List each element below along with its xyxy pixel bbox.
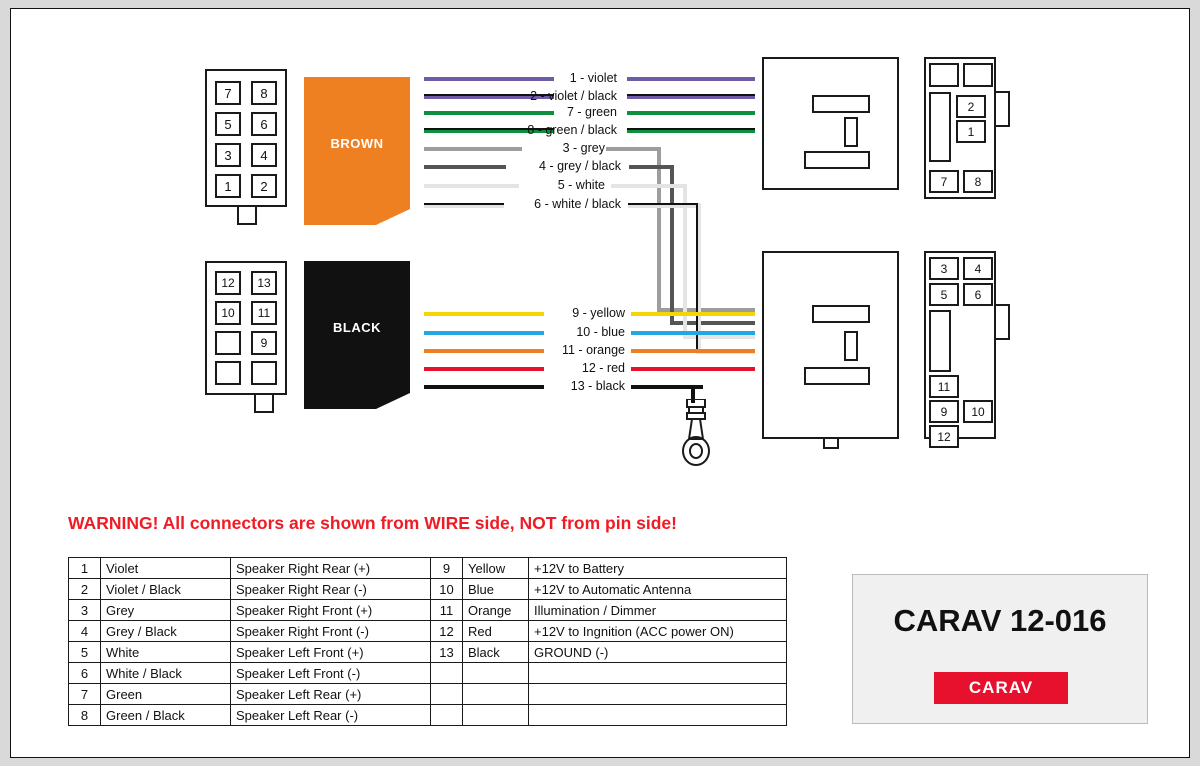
- legend-right-num-4: 12: [431, 621, 463, 642]
- radio-top-strip-slot-a: [929, 63, 959, 87]
- legend-left-num-6: 6: [69, 663, 101, 684]
- wire-12-red-right: [631, 367, 755, 371]
- legend-left-desc-8: Speaker Left Rear (-): [231, 705, 431, 726]
- legend-left-desc-5: Speaker Left Front (+): [231, 642, 431, 663]
- wire-1-violet-right: [627, 77, 755, 81]
- brown-pin-6: 6: [251, 112, 277, 136]
- radio-top-strip-slot-c: [929, 92, 951, 162]
- ground-ring-terminal-icon: [673, 399, 719, 474]
- wire-5-white-bend: [611, 184, 687, 188]
- radio-bottom-slot-middle: [844, 331, 858, 361]
- legend-left-color-7: Green: [101, 684, 231, 705]
- wire-2-violetblack-right: [627, 94, 755, 99]
- black-plug-tail: [304, 393, 376, 409]
- black-pin-11: 11: [251, 301, 277, 325]
- radio-top-strip-slot-b: [963, 63, 993, 87]
- brown-pin-3: 3: [215, 143, 241, 167]
- legend-right-color-6: [463, 663, 529, 684]
- legend-left-desc-6: Speaker Left Front (-): [231, 663, 431, 684]
- wire-7-label: 7 - green: [566, 105, 617, 119]
- legend-right-num-3: 11: [431, 600, 463, 621]
- legend-right-color-3: Orange: [463, 600, 529, 621]
- black-pin-10: 10: [215, 301, 241, 325]
- black-pin-empty-b: [215, 361, 241, 385]
- legend-right-color-4: Red: [463, 621, 529, 642]
- wire-3-grey-vertical: [657, 147, 661, 312]
- brown-pin-7: 7: [215, 81, 241, 105]
- wire-1-label: 1 - violet: [569, 71, 617, 85]
- legend-left-color-4: Grey / Black: [101, 621, 231, 642]
- brown-pin-1: 1: [215, 174, 241, 198]
- legend-left-num-3: 3: [69, 600, 101, 621]
- wire-9-yellow-right: [631, 312, 755, 316]
- radio-bottom-pin-11: 11: [929, 375, 959, 398]
- wire-10-blue-right: [631, 331, 755, 335]
- legend-right-desc-2: +12V to Automatic Antenna: [529, 579, 787, 600]
- wire-4-greyblack-vertical: [670, 165, 674, 325]
- black-plug-label: BLACK: [333, 320, 381, 335]
- legend-right-desc-5: GROUND (-): [529, 642, 787, 663]
- legend-right-desc-6: [529, 663, 787, 684]
- legend-right-desc-1: +12V to Battery: [529, 558, 787, 579]
- legend-right-num-1: 9: [431, 558, 463, 579]
- wire-3-label: 3 - grey: [562, 141, 605, 155]
- black-connector-latch: [254, 395, 274, 413]
- legend-left-color-8: Green / Black: [101, 705, 231, 726]
- legend-left-color-3: Grey: [101, 600, 231, 621]
- radio-top-latch: [996, 91, 1010, 127]
- legend-right-num-7: [431, 684, 463, 705]
- radio-bottom-pin-4: 4: [963, 257, 993, 280]
- black-pin-empty-a: [215, 331, 241, 355]
- legend-left-desc-2: Speaker Right Rear (-): [231, 579, 431, 600]
- legend-left-color-1: Violet: [101, 558, 231, 579]
- part-number-box: [852, 574, 1148, 724]
- part-number: CARAV 12-016: [893, 603, 1107, 638]
- wire-4-label: 4 - grey / black: [539, 159, 621, 173]
- brown-plug-tail: [304, 209, 376, 225]
- pin-legend-table-left: [68, 557, 787, 726]
- radio-top-pin-strip: [924, 57, 996, 199]
- legend-right-desc-7: [529, 684, 787, 705]
- radio-top-pin-2: 2: [956, 95, 986, 118]
- wire-8-greenblack-right: [627, 128, 755, 133]
- black-pin-9: 9: [251, 331, 277, 355]
- legend-left-num-4: 4: [69, 621, 101, 642]
- radio-bottom-pin-9: 9: [929, 400, 959, 423]
- table-row: [69, 621, 787, 642]
- legend-right-num-8: [431, 705, 463, 726]
- radio-bottom-pin-10: 10: [963, 400, 993, 423]
- radio-top-pin-1: 1: [956, 120, 986, 143]
- radio-connector-top: [762, 57, 899, 190]
- radio-top-pin-8: 8: [963, 170, 993, 193]
- black-pin-13: 13: [251, 271, 277, 295]
- diagram-sheet: [10, 8, 1190, 758]
- wire-9-label: 9 - yellow: [572, 306, 625, 320]
- brown-connector-housing: [205, 69, 287, 207]
- brown-pin-8: 8: [251, 81, 277, 105]
- wire-3-grey-bend: [606, 147, 661, 151]
- brown-pin-2: 2: [251, 174, 277, 198]
- legend-right-color-7: [463, 684, 529, 705]
- legend-right-desc-4: +12V to Ingnition (ACC power ON): [529, 621, 787, 642]
- wire-8-label: 8 - green / black: [527, 123, 617, 137]
- table-row: [69, 705, 787, 726]
- legend-left-num-7: 7: [69, 684, 101, 705]
- wire-6-label: 6 - white / black: [534, 197, 621, 211]
- legend-right-desc-3: Illumination / Dimmer: [529, 600, 787, 621]
- brown-plug-label: BROWN: [330, 136, 384, 151]
- legend-left-num-5: 5: [69, 642, 101, 663]
- radio-bottom-latch-right: [996, 304, 1010, 340]
- legend-left-desc-4: Speaker Right Front (-): [231, 621, 431, 642]
- radio-bottom-strip-slot: [929, 310, 951, 372]
- radio-bottom-slot-upper: [812, 305, 870, 323]
- wire-6-whiteblack-bend: [628, 203, 700, 208]
- radio-top-slot-middle: [844, 117, 858, 147]
- table-row: [69, 600, 787, 621]
- wire-7-green-right: [627, 111, 755, 115]
- radio-top-slot-lower: [804, 151, 870, 169]
- legend-left-desc-3: Speaker Right Front (+): [231, 600, 431, 621]
- wire-5-label: 5 - white: [557, 178, 605, 192]
- table-row: [69, 642, 787, 663]
- brown-connector-latch: [237, 207, 257, 225]
- black-pin-empty-c: [251, 361, 277, 385]
- table-row: [69, 558, 787, 579]
- legend-right-color-8: [463, 705, 529, 726]
- radio-top-slot-upper: [812, 95, 870, 113]
- legend-right-color-2: Blue: [463, 579, 529, 600]
- radio-bottom-pin-12: 12: [929, 425, 959, 448]
- black-connector-housing: [205, 261, 287, 395]
- radio-bottom-pin-3: 3: [929, 257, 959, 280]
- legend-left-color-5: White: [101, 642, 231, 663]
- radio-bottom-latch: [823, 439, 839, 449]
- legend-right-num-2: 10: [431, 579, 463, 600]
- radio-bottom-pin-6: 6: [963, 283, 993, 306]
- radio-bottom-pin-5: 5: [929, 283, 959, 306]
- legend-left-desc-1: Speaker Right Rear (+): [231, 558, 431, 579]
- wire-4-greyblack-bend: [629, 165, 674, 169]
- table-row: [69, 663, 787, 684]
- legend-right-num-6: [431, 663, 463, 684]
- radio-bottom-slot-lower: [804, 367, 870, 385]
- brown-pin-4: 4: [251, 143, 277, 167]
- brand-logo: [934, 672, 1068, 704]
- legend-right-num-5: 13: [431, 642, 463, 663]
- radio-bottom-pin-strip: [924, 251, 996, 444]
- wire-10-label: 10 - blue: [576, 325, 625, 339]
- radio-top-pin-7: 7: [929, 170, 959, 193]
- black-pin-12: 12: [215, 271, 241, 295]
- wire-11-orange-right: [631, 349, 755, 353]
- brown-plug-tail-taper: [376, 209, 410, 225]
- legend-right-desc-8: [529, 705, 787, 726]
- legend-left-num-8: 8: [69, 705, 101, 726]
- wire-2-label: 2 - violet / black: [530, 89, 617, 103]
- legend-left-desc-7: Speaker Left Rear (+): [231, 684, 431, 705]
- radio-connector-bottom: [762, 251, 899, 439]
- wire-13-label: 13 - black: [570, 379, 625, 393]
- wire-12-label: 12 - red: [581, 361, 625, 375]
- wire-5-white-to-radio: [683, 335, 755, 339]
- legend-right-color-1: Yellow: [463, 558, 529, 579]
- legend-right-color-5: Black: [463, 642, 529, 663]
- table-row: [69, 684, 787, 705]
- brand-logo-text: CARAV: [968, 678, 1034, 697]
- warning-text: WARNING! All connectors are shown from WIRE side, NOT from pin side!: [68, 513, 677, 533]
- table-row: [69, 579, 787, 600]
- wire-11-label: 11 - orange: [561, 343, 625, 357]
- legend-left-num-1: 1: [69, 558, 101, 579]
- legend-left-color-6: White / Black: [101, 663, 231, 684]
- legend-left-num-2: 2: [69, 579, 101, 600]
- brown-pin-5: 5: [215, 112, 241, 136]
- black-plug-tail-taper: [376, 393, 410, 409]
- legend-left-color-2: Violet / Black: [101, 579, 231, 600]
